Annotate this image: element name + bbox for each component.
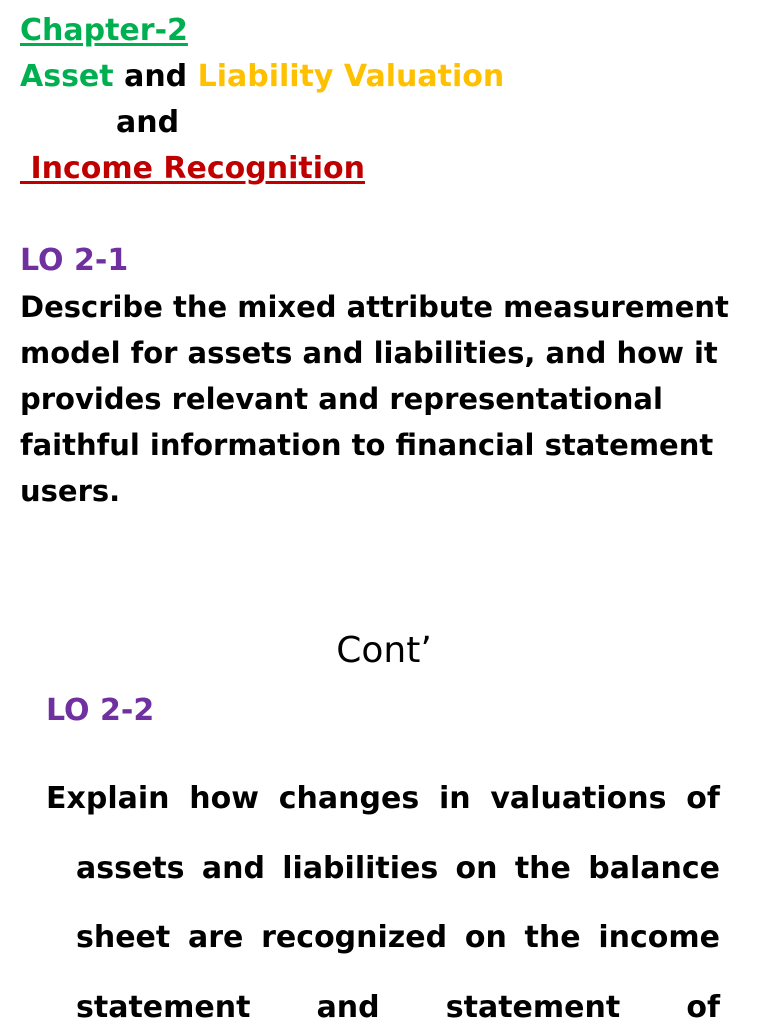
word: income: [598, 920, 720, 955]
word: in: [438, 781, 471, 816]
word: statement: [445, 989, 621, 1024]
title-asset: Asset: [20, 59, 114, 94]
chapter-line: [20, 8, 750, 54]
word: the: [524, 920, 581, 955]
title-line: [20, 54, 750, 100]
word: liabilities: [282, 850, 439, 886]
spacer: [20, 192, 750, 238]
cont-heading: Cont’: [336, 630, 432, 671]
chapter-title: Chapter-2: [20, 13, 188, 48]
lo-2-1-description: [20, 284, 750, 514]
word: on: [455, 850, 498, 886]
word: of: [686, 989, 720, 1024]
word: valuations: [490, 781, 667, 816]
description-line: provides relevant and representational: [20, 382, 663, 416]
paragraph-line: [46, 903, 720, 973]
title-income-recognition: Income Recognition: [20, 151, 365, 186]
lo-2-2-paragraph: [46, 764, 720, 1024]
word: of: [686, 781, 720, 816]
word: recognized: [261, 920, 448, 955]
word: the: [514, 850, 571, 886]
title-and: and: [113, 59, 198, 94]
and-line: [20, 100, 750, 146]
lo-2-1-label: LO 2-1: [20, 243, 129, 278]
title-liability-valuation: Liability Valuation: [197, 59, 505, 94]
paragraph-line: [46, 973, 720, 1024]
word: assets: [76, 850, 185, 886]
slide-one: [20, 8, 750, 514]
lo-2-2-label: LO 2-2: [46, 693, 155, 728]
description-line: Describe the mixed attribute measurement: [20, 290, 729, 324]
paragraph-line: [46, 764, 720, 834]
word: and: [316, 989, 380, 1024]
income-line: [20, 146, 750, 192]
word: changes: [278, 781, 420, 816]
paragraph-line: [46, 834, 720, 904]
word: on: [464, 920, 507, 955]
description-line: users.: [20, 474, 121, 508]
word: balance: [588, 850, 720, 886]
word: statement: [76, 989, 251, 1024]
word: sheet: [76, 920, 171, 955]
description-line: faithful information to financial statement: [20, 428, 714, 462]
word: are: [188, 920, 244, 955]
description-line: model for assets and liabilities, and how it: [20, 336, 718, 370]
word: Explain: [46, 781, 170, 816]
word: how: [189, 781, 259, 816]
title-and-second: and: [116, 105, 180, 140]
word: and: [201, 850, 265, 886]
